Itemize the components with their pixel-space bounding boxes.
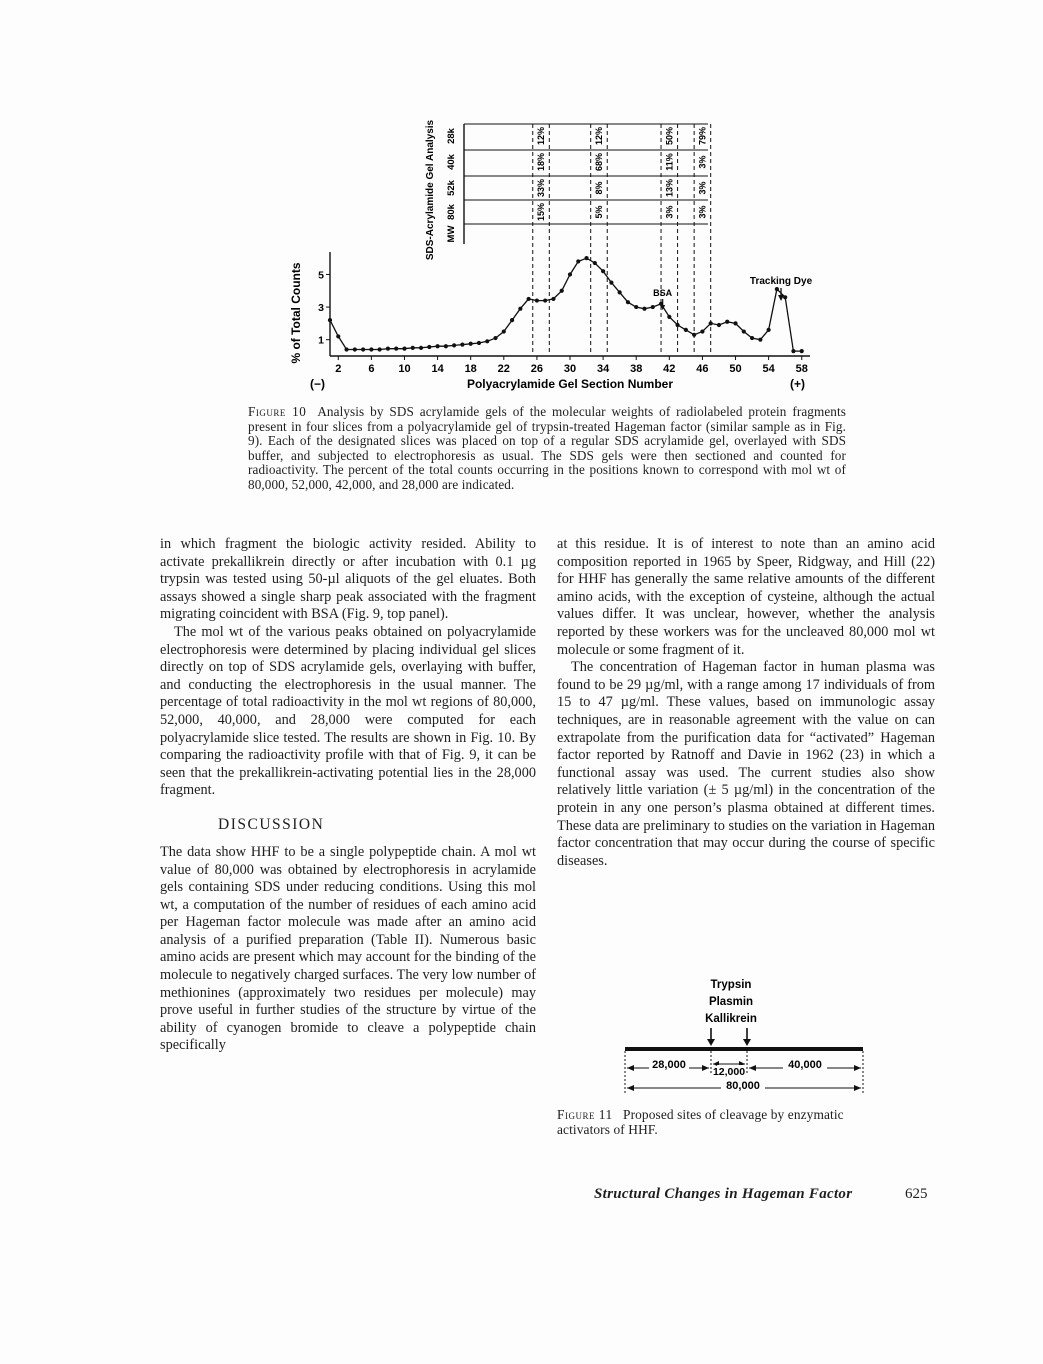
- enzyme-label-kallikrein: Kallikrein: [705, 1013, 757, 1025]
- gel-slice-percentage: 50%: [664, 126, 675, 146]
- figure-11: [615, 976, 875, 1096]
- data-point: [634, 305, 638, 309]
- y-tick-label: 1: [318, 334, 324, 347]
- data-point: [700, 329, 704, 333]
- x-tick-label: 46: [696, 363, 709, 375]
- data-point: [402, 347, 406, 351]
- left-paragraph-2: The mol wt of the various peaks obtained on polyacrylamide electrophoresis were determined by placing individual gel slices directly on top of SDS acrylamide gels, overlaying with buffer, and conducting the electrophoresis in the usual manner. The percentage of total radioactivity in the mol wt regions of 80,000, 52,000, 40,000, and 28,000 were computed for each polyacrylamide slice tested. The results are shown in Fig. 10. By comparing the radioactivity profile with that of Fig. 9, it can be seen that the prekallikrein-activating potential lies in the 28,000 fragment.: [160, 623, 536, 799]
- data-point: [378, 347, 382, 351]
- gel-slice-percentage: 79%: [697, 126, 708, 146]
- data-point: [800, 349, 804, 353]
- segment-80000-label: 80,000: [726, 1080, 760, 1092]
- gel-panel-title: SDS-Acrylamide Gel Analysis: [425, 119, 436, 261]
- tracking-dye-label: Tracking Dye: [749, 276, 813, 287]
- figure-11-caption-text: Proposed sites of cleavage by enzymatic activators of HHF.: [557, 1107, 844, 1137]
- right-paragraph-2: The concentration of Hageman factor in human plasma was found to be 29 µg/ml, with a range among 17 individuals of from 15 to 47 µg/ml. These values, based on immunologic assay techniques, are in reasonable agreement with the value on can extrapolate from the purification data for “activated” Hageman factor reported by Ratnoff and Davie in 1962 (23) in which a functional assay was used. The current studies also show relatively little variation (± 5 µg/ml) in the concentration of the protein in any one person’s plasma obtained at different times. These data are preliminary to studies on the variation in Hageman factor concentration that may occur during the course of specific diseases.: [557, 659, 935, 869]
- data-point: [733, 321, 737, 325]
- page-number: 625: [905, 1186, 928, 1202]
- data-point: [518, 307, 522, 311]
- data-point: [601, 269, 605, 273]
- left-column: [160, 536, 536, 1055]
- figure-10-caption-text: Analysis by SDS acrylamide gels of the molecular weights of radiolabeled protein fragments present in four slices from a polyacrylamide gel of trypsin-treated Hageman factor (similar sample as in Fig. 9). Each of the designated slices was placed on top of a regular SDS acrylamide gel, overlayed with SDS buffer, and subjected to electrophoresis as usual. The SDS gels were then sectioned and counted for radioactivity. The percent of the total counts occurring in the positions known to correspond with mol wt of 80,000, 52,000, 42,000, and 28,000 are indicated.: [248, 404, 846, 492]
- x-tick-label: 26: [530, 363, 544, 375]
- data-point: [411, 346, 415, 350]
- gel-slice-percentage: 8%: [593, 181, 604, 195]
- x-axis-label: Polyacrylamide Gel Section Number: [466, 377, 674, 391]
- data-point: [353, 347, 357, 351]
- protein-chain-bar: [625, 1047, 863, 1051]
- discussion-heading: DISCUSSION: [218, 815, 325, 833]
- gel-row-label: 40k: [446, 154, 457, 170]
- data-point: [419, 346, 423, 350]
- figure-10: [280, 110, 820, 400]
- figure-10-caption-label: Figure 10: [248, 404, 307, 419]
- data-point: [742, 329, 746, 333]
- data-point: [593, 261, 597, 265]
- left-paragraph-1: in which fragment the biologic activity resided. Ability to activate prekallikrein directly or after incubation with 0.1 µg trypsin was tested using 50-µl aliquots of the gel eluates. Both assays showed a single sharp peak associated with the fragment migrating coincident with BSA (Fig. 9, top panel).: [160, 536, 536, 623]
- x-tick-label: 14: [431, 363, 444, 375]
- data-point: [667, 315, 671, 319]
- y-tick-label: 3: [318, 302, 324, 315]
- data-point: [328, 318, 332, 322]
- bsa-label: BSA: [653, 288, 673, 298]
- data-point: [775, 287, 779, 291]
- data-point: [767, 328, 771, 332]
- anode-label: (+): [790, 377, 805, 391]
- data-point: [584, 256, 588, 260]
- gel-slice-percentage: 3%: [697, 205, 708, 219]
- data-point: [609, 281, 613, 285]
- gel-slice-percentage: 15%: [536, 202, 547, 222]
- gel-slice-percentage: 33%: [536, 178, 547, 198]
- gel-row-label: 28k: [446, 128, 457, 144]
- gel-row-label: MW: [446, 225, 457, 243]
- gel-slice-percentage: 11%: [664, 153, 675, 171]
- x-tick-label: 34: [596, 363, 610, 375]
- data-point: [386, 347, 390, 351]
- x-tick-label: 10: [398, 363, 411, 375]
- data-point: [791, 349, 795, 353]
- data-point: [642, 307, 646, 311]
- figure-11-caption-label: Figure 11: [557, 1107, 613, 1122]
- gel-slice-percentage: 13%: [664, 178, 675, 198]
- x-tick-label: 6: [368, 363, 375, 375]
- x-tick-label: 50: [729, 363, 742, 375]
- data-point: [435, 344, 439, 348]
- data-point: [493, 336, 497, 340]
- x-tick-label: 30: [563, 363, 577, 375]
- enzyme-label-trypsin: Trypsin: [710, 979, 752, 991]
- right-column: [557, 536, 935, 870]
- data-point: [783, 295, 787, 299]
- data-point: [477, 341, 481, 345]
- segment-40000-label: 40,000: [788, 1059, 822, 1071]
- cleavage-arrow-left: [707, 1028, 715, 1046]
- data-point: [361, 347, 365, 351]
- cleavage-arrow-right: [743, 1028, 751, 1046]
- data-point: [485, 339, 489, 343]
- x-tick-label: 22: [497, 363, 510, 375]
- data-point: [684, 328, 688, 332]
- data-point: [394, 347, 398, 351]
- data-point: [336, 334, 340, 338]
- data-point: [369, 347, 373, 351]
- gel-slice-percentage: 3%: [664, 205, 675, 219]
- data-point: [560, 289, 564, 293]
- figure-10-chart: [280, 110, 820, 400]
- data-point: [750, 336, 754, 340]
- gel-slice-percentage: 3%: [697, 181, 708, 195]
- data-point: [758, 338, 762, 342]
- data-point: [344, 347, 348, 351]
- gel-slice-percentage: 5%: [593, 205, 604, 219]
- data-point: [427, 345, 431, 349]
- x-tick-label: 42: [663, 363, 676, 375]
- figure-10-caption: [248, 405, 846, 493]
- figure-11-caption: [557, 1107, 857, 1137]
- figure-11-diagram: [615, 976, 875, 1096]
- segment-28000-label: 28,000: [652, 1059, 686, 1071]
- segment-12000-label: 12,000: [712, 1066, 746, 1078]
- left-paragraph-3: The data show HHF to be a single polypeptide chain. A mol wt value of 80,000 was obtained by electrophoresis in acrylamide gels containing SDS under reducing conditions. Using this mol wt, a computation of the number of residues of each amino acid per Hageman factor molecule was made after an amino acid analysis of a purified preparation (Table II). Numerous basic amino acids are present which may account for the binding of the molecule to negatively charged surfaces. The very low number of methionines (approximately two residues per molecule) may prove useful in further studies of the structure by virtue of the ability of cyanogen bromide to cleave a polypeptide chain specifically: [160, 843, 536, 1054]
- right-paragraph-1: at this residue. It is of interest to note than an amino acid composition reported in 1965 by Speer, Ridgway, and Hill (22) for HHF has generally the same relative amounts of the different amino acids, with the exception of cysteine, although the actual values differ. It was unclear, however, whether the analysis reported by these workers was for the uncleaved 80,000 mol wt molecule or some fragment of it.: [557, 536, 935, 658]
- x-tick-label: 58: [795, 363, 808, 375]
- data-point: [535, 298, 539, 302]
- data-point: [460, 342, 464, 346]
- data-point: [502, 329, 506, 333]
- data-point: [618, 290, 622, 294]
- data-point: [626, 300, 630, 304]
- y-tick-label: 5: [318, 269, 324, 282]
- gel-slice-percentage: 68%: [593, 152, 604, 172]
- x-tick-label: 38: [630, 363, 643, 375]
- data-point: [568, 272, 572, 276]
- data-point: [717, 323, 721, 327]
- gel-row-label: 80k: [446, 204, 457, 220]
- data-point: [725, 320, 729, 324]
- y-axis-label: % of Total Counts: [289, 262, 303, 364]
- gel-slice-percentage: 3%: [697, 155, 708, 169]
- data-point: [551, 297, 555, 301]
- data-point: [444, 344, 448, 348]
- x-tick-label: 18: [464, 363, 477, 375]
- data-point: [452, 343, 456, 347]
- cathode-label: (−): [310, 377, 325, 391]
- data-point: [527, 297, 531, 301]
- gel-slice-percentage: 12%: [536, 126, 547, 146]
- data-point: [543, 298, 547, 302]
- gel-slice-percentage: 12%: [593, 126, 604, 146]
- tracking-dye-arrowhead: [778, 295, 784, 301]
- data-point: [576, 259, 580, 263]
- gel-slice-percentage: 18%: [536, 152, 547, 172]
- enzyme-label-plasmin: Plasmin: [708, 996, 754, 1008]
- x-tick-label: 2: [335, 363, 342, 375]
- radioactivity-profile-line: [330, 258, 802, 351]
- data-point: [651, 305, 655, 309]
- x-tick-label: 54: [762, 363, 775, 375]
- gel-row-label: 52k: [446, 180, 457, 196]
- running-title: Structural Changes in Hageman Factor: [594, 1186, 853, 1202]
- data-point: [469, 342, 473, 346]
- data-point: [510, 318, 514, 322]
